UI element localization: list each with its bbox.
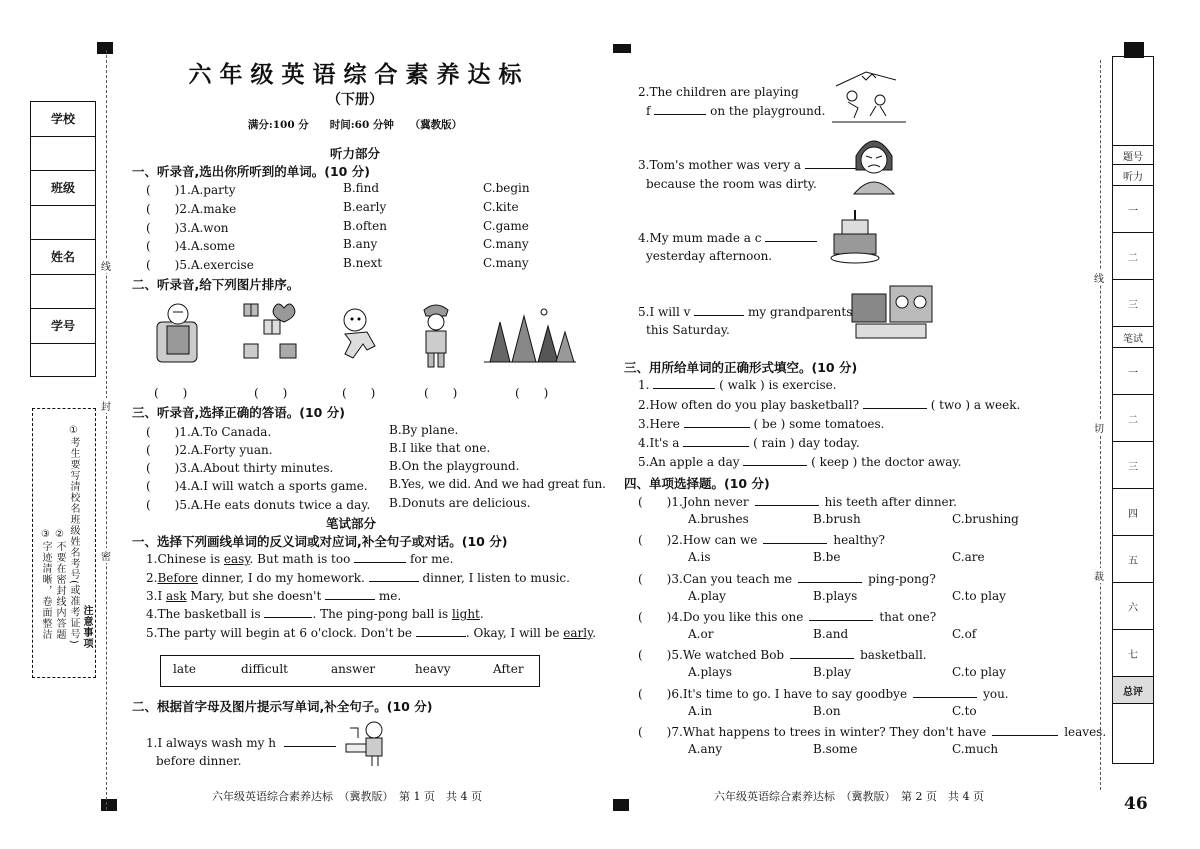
score-cell: 六 <box>1113 583 1153 630</box>
listening-heading: 听力部分 <box>330 146 381 161</box>
option-a: A.brushes <box>688 512 749 526</box>
answer-blank[interactable] <box>798 582 862 583</box>
answer-blank[interactable] <box>369 581 419 582</box>
question: ( )5.A.exercise <box>146 258 254 272</box>
picture-question-3 <box>638 158 857 172</box>
text: dinner, I do my homework. <box>197 571 369 585</box>
grandpa-picture <box>153 298 203 366</box>
option-b: B.Yes, we did. And we had great fun. <box>389 477 606 491</box>
student-info-box <box>30 101 96 377</box>
picture-question-2-line2 <box>646 104 825 118</box>
word-box <box>160 655 540 687</box>
question: ( )2.A.make <box>146 202 237 216</box>
answer-blank[interactable] <box>863 408 927 409</box>
notice-item-3: ③字迹清晰，卷面整洁 <box>40 529 51 640</box>
picture-question-2: 2.The children are playing <box>638 85 799 99</box>
seal-mark-xian: 线 <box>101 258 111 273</box>
score-table-blank <box>1113 57 1153 146</box>
list-item <box>146 237 235 254</box>
registration-mark <box>613 44 631 53</box>
option-b: B.I like that one. <box>389 441 491 455</box>
registration-mark <box>101 799 117 811</box>
text: 3.Tom's mother was very a <box>638 158 801 172</box>
text: on the playground. <box>710 104 826 118</box>
order-bracket[interactable]: ( ) <box>154 386 188 400</box>
visiting-grandparents-picture <box>850 280 936 342</box>
fill-line-5 <box>638 455 961 469</box>
text: for me. <box>406 552 454 566</box>
question-text-end: that one? <box>879 610 937 624</box>
list-item: ( )2.A.Forty yuan. <box>146 443 273 457</box>
score-cell: 三 <box>1113 280 1153 327</box>
answer-blank[interactable] <box>992 735 1058 736</box>
notice-title: 注意事项 <box>81 605 92 649</box>
picture-question-4 <box>638 231 817 245</box>
field-student-id-blank[interactable] <box>31 344 95 378</box>
list-item: ( )4.A.I will watch a sports game. <box>146 479 368 493</box>
question-text-end: basketball. <box>860 648 927 662</box>
footer-right: 六年级英语综合素养达标 （冀教版） 第 2 页 共 4 页 <box>714 790 984 803</box>
answer-blank[interactable] <box>325 599 375 600</box>
sentence-1 <box>146 552 453 566</box>
mcq-question-7 <box>638 723 1106 740</box>
text: 4.It's a <box>638 436 680 450</box>
question: ( )1.A.party <box>146 183 236 197</box>
text: 3.I <box>146 589 167 603</box>
option-b: B.and <box>813 627 849 641</box>
picture-question-1 <box>146 736 336 750</box>
listening-s1-title: 一、听录音,选出你所听到的单词。(10 分) <box>132 164 370 179</box>
registration-mark <box>613 799 629 811</box>
answer-blank[interactable] <box>755 505 819 506</box>
exam-meta: 满分:100 分 时间:60 分钟 （冀教版） <box>247 119 463 131</box>
text: 1.Chinese is <box>146 552 224 566</box>
option-c: C.of <box>952 627 977 641</box>
option-b: B.any <box>343 237 378 251</box>
question-text-end: you. <box>983 687 1009 701</box>
mcq-question-1 <box>638 493 957 510</box>
mcq-question-3 <box>638 570 936 587</box>
field-student-id: 学号 <box>31 309 95 344</box>
option-b: B.find <box>343 181 380 195</box>
score-cell: 四 <box>1113 489 1153 536</box>
order-bracket[interactable]: ( ) <box>342 386 376 400</box>
question-text: ( )3.Can you teach me <box>638 572 793 586</box>
option-b: B.early <box>343 200 387 214</box>
page-subtitle: （下册） <box>327 92 383 108</box>
list-item <box>146 219 229 236</box>
option-c: C.many <box>483 237 529 251</box>
question-text-end: ping-pong? <box>868 572 936 586</box>
field-class-blank[interactable] <box>31 206 95 241</box>
fill-line-4 <box>638 436 860 450</box>
answer-blank[interactable] <box>790 658 854 659</box>
text: 2. <box>146 571 158 585</box>
word-box-item: After <box>493 662 524 676</box>
fill-line-3 <box>638 417 884 431</box>
text: 1.I always wash my h <box>146 736 277 750</box>
option-a: A.is <box>688 550 711 564</box>
option-c: C.much <box>952 742 999 756</box>
picture-question-3-line2: because the room was dirty. <box>646 177 817 191</box>
picture-question-1-line2: before dinner. <box>156 754 242 768</box>
writing-s3-title: 三、用所给单词的正确形式填空。(10 分) <box>624 360 858 375</box>
list-item <box>146 200 236 217</box>
question-text: ( )2.How can we <box>638 533 758 547</box>
text: ( rain ) day today. <box>753 436 860 450</box>
option-c: C.to play <box>952 665 1006 679</box>
score-cell: 二 <box>1113 233 1153 280</box>
question-text-end: his teeth after dinner. <box>824 495 957 509</box>
answer-blank[interactable] <box>763 543 827 544</box>
cake-picture <box>830 208 880 268</box>
question-text: ( )4.Do you like this one <box>638 610 804 624</box>
page-number: 46 <box>1124 794 1148 814</box>
sentence-2 <box>146 571 570 585</box>
text: 4.The basketball is <box>146 607 265 621</box>
text: 3.Here <box>638 417 680 431</box>
cut-mark-qie: 切 <box>1094 420 1104 435</box>
text: . But math is too <box>249 552 355 566</box>
option-c: C.many <box>483 256 529 270</box>
seal-line <box>106 50 107 810</box>
picture-question-4-line2: yesterday afternoon. <box>646 249 773 263</box>
boy-running-picture <box>333 304 383 370</box>
listening-s3-title: 三、听录音,选择正确的答语。(10 分) <box>132 405 345 420</box>
page-title: 六 年 级 英 语 综 合 素 养 达 标 <box>188 61 522 88</box>
answer-blank[interactable] <box>284 746 336 747</box>
word-box-item: difficult <box>241 662 288 676</box>
score-cell: 听力 <box>1113 165 1153 186</box>
option-b: B.on <box>813 704 841 718</box>
score-cell: 五 <box>1113 536 1153 583</box>
option-c: C.are <box>952 550 985 564</box>
picture-question-5-line2: this Saturday. <box>646 323 730 337</box>
answer-blank[interactable] <box>694 315 744 316</box>
seal-mark-mi: 密 <box>101 548 111 563</box>
underlined-word: early <box>563 626 593 640</box>
option-a: A.play <box>688 589 726 603</box>
underlined-word: easy <box>223 552 250 566</box>
question-text: ( )5.We watched Bob <box>638 648 785 662</box>
option-c: C.kite <box>483 200 519 214</box>
list-item: ( )5.A.He eats donuts twice a day. <box>146 498 371 512</box>
word-box-item: late <box>173 662 196 676</box>
question-text: ( )6.It's time to go. I have to say goodbye <box>638 687 908 701</box>
score-cell: 二 <box>1113 395 1153 442</box>
score-cell: 总评 <box>1113 677 1153 704</box>
underlined-word: ask <box>166 589 187 603</box>
fill-line-1 <box>638 378 837 392</box>
word-box-item: heavy <box>415 662 451 676</box>
option-c: C.brushing <box>952 512 1019 526</box>
answer-blank[interactable] <box>809 620 873 621</box>
sentence-4 <box>146 607 484 621</box>
answer-blank[interactable] <box>913 697 977 698</box>
sentence-5 <box>146 626 596 640</box>
order-bracket[interactable]: ( ) <box>254 386 288 400</box>
text: my grandparents <box>748 305 853 319</box>
police-picture <box>416 300 456 370</box>
text: ( keep ) the doctor away. <box>811 455 962 469</box>
question-text-end: healthy? <box>833 533 885 547</box>
option-b: B.often <box>343 219 387 233</box>
field-name: 姓名 <box>31 240 95 275</box>
answer-blank[interactable] <box>264 617 312 618</box>
option-c: C.game <box>483 219 529 233</box>
option-a: A.plays <box>688 665 733 679</box>
writing-s4-title: 四、单项选择题。(10 分) <box>624 476 770 491</box>
question: ( )3.A.won <box>146 221 229 235</box>
writing-s2-title: 二、根据首字母及图片提示写单词,补全句子。(10 分) <box>132 699 433 714</box>
option-a: A.in <box>688 704 713 718</box>
option-a: A.any <box>688 742 723 756</box>
score-cell: 笔试 <box>1113 327 1153 348</box>
option-b: B.some <box>813 742 858 756</box>
answer-blank[interactable] <box>743 465 807 466</box>
field-class: 班级 <box>31 171 95 206</box>
list-item: ( )1.A.To Canada. <box>146 425 272 439</box>
notice-item-2: ②不要在密封线内答题 <box>54 529 65 640</box>
score-cell: 一 <box>1113 348 1153 395</box>
text: 1. <box>638 378 650 392</box>
question: ( )4.A.some <box>146 239 236 253</box>
answer-blank[interactable] <box>653 388 715 389</box>
option-c: C.to <box>952 704 977 718</box>
children-playing-picture <box>832 66 906 124</box>
text: f <box>646 104 651 118</box>
option-b: B.By plane. <box>389 423 459 437</box>
mcq-question-5 <box>638 646 927 663</box>
order-bracket[interactable]: ( ) <box>424 386 458 400</box>
option-b: B.Donuts are delicious. <box>389 496 531 510</box>
word-box-item: answer <box>331 662 376 676</box>
text: 2.How often do you play basketball? <box>638 398 860 412</box>
picture-question-5 <box>638 305 852 319</box>
order-bracket[interactable]: ( ) <box>515 386 549 400</box>
list-item: ( )3.A.About thirty minutes. <box>146 461 334 475</box>
text: 5.I will v <box>638 305 691 319</box>
score-cell: 一 <box>1113 186 1153 233</box>
score-header: 题号 <box>1113 146 1153 165</box>
text: ( two ) a week. <box>930 398 1021 412</box>
text: dinner, I listen to music. <box>418 571 570 585</box>
notice-item-1: ①考生要写清校名班级姓名考号(或准考证号) <box>68 425 79 645</box>
option-b: B.brush <box>813 512 861 526</box>
hand-washing-picture <box>344 718 390 768</box>
option-b: B.plays <box>813 589 858 603</box>
text: 4.My mum made a c <box>638 231 762 245</box>
option-b: B.be <box>813 550 841 564</box>
score-cell: 三 <box>1113 442 1153 489</box>
underlined-word: Before <box>157 571 198 585</box>
sentence-3 <box>146 589 401 603</box>
answer-blank[interactable] <box>654 114 706 115</box>
trees-picture <box>484 304 576 366</box>
score-cell: 七 <box>1113 630 1153 677</box>
text: . <box>592 626 597 640</box>
question-text: ( )1.John never <box>638 495 749 509</box>
option-c: C.begin <box>483 181 530 195</box>
answer-blank[interactable] <box>416 636 466 637</box>
fill-line-2 <box>638 398 1020 412</box>
option-b: B.On the playground. <box>389 459 520 473</box>
option-a: A.or <box>688 627 714 641</box>
option-b: B.play <box>813 665 852 679</box>
score-table <box>1112 56 1154 764</box>
question-text: ( )7.What happens to trees in winter? They don't have <box>638 725 987 739</box>
list-item <box>146 256 254 273</box>
field-name-blank[interactable] <box>31 275 95 310</box>
listening-s2-title: 二、听录音,给下列图片排序。 <box>132 277 300 292</box>
notice-box <box>32 408 96 678</box>
answer-blank[interactable] <box>765 241 817 242</box>
gifts-picture <box>240 298 300 364</box>
footer-left: 六年级英语综合素养达标 （冀教版） 第 1 页 共 4 页 <box>212 790 482 803</box>
text: me. <box>375 589 402 603</box>
text: 5.The party will begin at 6 o'clock. Don't be <box>146 626 416 640</box>
field-school-blank[interactable] <box>31 137 95 172</box>
text: ( walk ) is exercise. <box>719 378 837 392</box>
underlined-word: light <box>451 607 480 621</box>
cut-mark-cai: 裁 <box>1094 568 1104 583</box>
option-c: C.to play <box>952 589 1006 603</box>
writing-s1-title: 一、选择下列画线单词的反义词或对应词,补全句子或对话。(10 分) <box>132 534 508 549</box>
text: . The ping-pong ball is <box>312 607 452 621</box>
option-b: B.next <box>343 256 383 270</box>
writing-heading: 笔试部分 <box>326 516 377 531</box>
list-item <box>146 181 235 198</box>
angry-mother-picture <box>846 132 902 196</box>
mcq-question-2 <box>638 531 885 548</box>
cut-mark-xian: 线 <box>1094 270 1104 285</box>
text: . Okay, I will be <box>465 626 564 640</box>
text: . <box>479 607 484 621</box>
mcq-question-4 <box>638 608 936 625</box>
seal-mark-feng: 封 <box>101 398 111 413</box>
field-school: 学校 <box>31 102 95 137</box>
mcq-question-6 <box>638 685 1009 702</box>
text: 5.An apple a day <box>638 455 740 469</box>
registration-mark <box>97 42 113 54</box>
answer-blank[interactable] <box>684 427 750 428</box>
answer-blank[interactable] <box>354 562 406 563</box>
text: ( be ) some tomatoes. <box>753 417 885 431</box>
question-text-end: leaves. <box>1064 725 1107 739</box>
answer-blank[interactable] <box>683 446 749 447</box>
text: Mary, but she doesn't <box>186 589 326 603</box>
